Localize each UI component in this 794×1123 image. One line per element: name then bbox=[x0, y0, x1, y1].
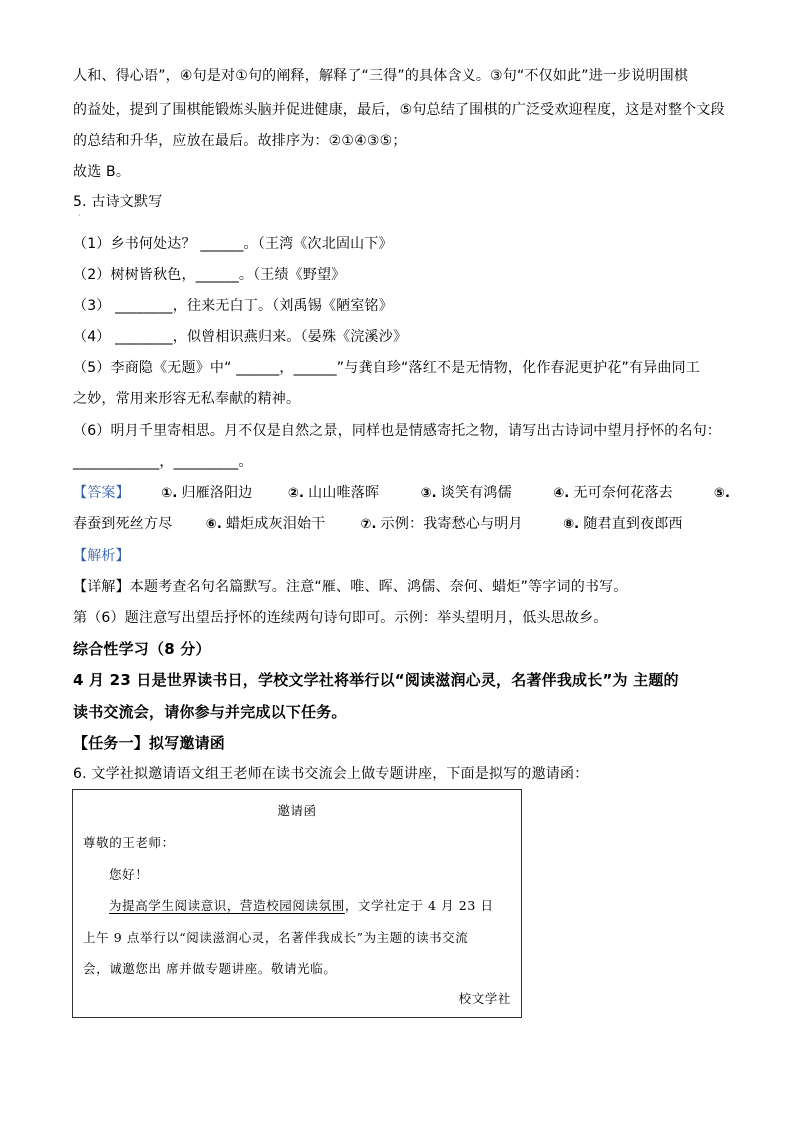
answer-item: ③. 谈笑有鸿儒 bbox=[420, 485, 512, 501]
answer-item: ⑧. 随君直到夜郎西 bbox=[562, 516, 683, 532]
answer-item: ①. 归雁洛阳边 bbox=[161, 485, 253, 501]
answer-row-2 bbox=[73, 514, 723, 535]
q5-item-2: （2）树树皆秋色，______。（王绩《野望》 bbox=[73, 267, 346, 283]
question-6: 6. 文学社拟邀请语文组王老师在读书交流会上做专题讲座，下面是拟写的邀请函： bbox=[73, 766, 589, 782]
question-5-title: 5. 古诗文默写 bbox=[73, 194, 163, 210]
section-heading: 综合性学习（8 分） bbox=[73, 640, 211, 658]
letter-body-line-3: 会，诚邀您出 席并做专题讲座。敬请光临。 bbox=[83, 961, 337, 976]
q5-item-6-line-1: （6）明月千里寄相思。月不仅是自然之景，同样也是情感寄托之物，请写出古诗词中望月抒怀的名句： bbox=[73, 423, 722, 439]
analysis-label: 【解析】 bbox=[73, 548, 130, 564]
letter-body-line-2: 上午 9 点举行以“阅读滋润心灵，名著伴我成长”为主题的读书交流 bbox=[83, 930, 469, 945]
letter-title: 邀请函 bbox=[277, 803, 317, 818]
analysis-line-2: 的益处，提到了围棋能锻炼头脑并促进健康，最后，⑤句总结了围棋的广泛受欢迎程度，这是对整个文段 bbox=[73, 102, 725, 118]
task-one-heading: 【任务一】拟写邀请函 bbox=[73, 734, 226, 752]
answer-item: 春蚕到死丝方尽 bbox=[73, 516, 173, 532]
letter-greeting: 您好！ bbox=[109, 867, 149, 882]
answer-item: ⑤. bbox=[713, 486, 731, 501]
answer-item: ⑦. 示例：我寄愁心与明月 bbox=[360, 516, 523, 532]
q6-note: 第（6）题注意写出望岳抒怀的连续两句诗句即可。示例：举头望明月，低头思故乡。 bbox=[73, 610, 608, 626]
q5-item-3: （3） ________，往来无白丁。（刘禹锡《陋室铭》 bbox=[73, 298, 393, 314]
analysis-line-3: 的总结和升华，应放在最后。故排序为：②①④③⑤； bbox=[73, 133, 407, 149]
letter-salutation: 尊敬的王老师： bbox=[83, 835, 175, 850]
answer-item: ④. 无可奈何花落去 bbox=[553, 485, 673, 501]
detail-explanation: 【详解】本题考查名句名篇默写。注意“雁、唯、晖、鸿儒、奈何、蜡炬”等字词的书写。 bbox=[73, 579, 628, 595]
answer-item: ②. 山山唯落晖 bbox=[287, 485, 380, 501]
q5-item-6-line-2: ____________，_________。 bbox=[73, 454, 253, 470]
answer-row-1 bbox=[73, 483, 731, 504]
letter-body-line-1: 为提高学生阅读意识，营造校园阅读氛围，文学社定于 4 月 23 日 bbox=[109, 898, 494, 913]
intro-line-1: 4 月 23 日是世界读书日，学校文学社将举行以“阅读滋润心灵，名著伴我成长”为 主题的 bbox=[73, 671, 679, 689]
q5-item-1: （1）乡书何处达？ ______。（王湾《次北固山下》 bbox=[73, 236, 393, 252]
answer-item: ⑥. 蜡炬成灰泪始干 bbox=[205, 516, 326, 532]
q5-item-4: （4） ________，似曾相识燕归来。（晏殊《浣溪沙》 bbox=[73, 329, 408, 345]
choice-line: 故选 B。 bbox=[73, 164, 131, 180]
analysis-line-1: 人和、得心语”，④句是对①句的阐释，解释了“三得”的具体含义。③句“不仅如此”进一步说明围棋 bbox=[73, 68, 689, 84]
intro-line-2: 读书交流会，请你参与并完成以下任务。 bbox=[73, 703, 347, 721]
letter-underlined-phrase: 为提高学生阅读意识，营造校园阅读氛围 bbox=[109, 898, 345, 913]
q5-item-5-line-1: （5）李商隐《无题》中“ ______，______”与龚自珍“落红不是无情物，化作春泥更护花”有异曲同工 bbox=[73, 360, 700, 376]
q5-item-5-line-2: 之妙，常用来形容无私奉献的精神。 bbox=[73, 391, 301, 407]
answer-label: 【答案】 bbox=[73, 485, 130, 501]
letter-signature: 校文学社 bbox=[458, 991, 511, 1006]
stray-dot: · bbox=[78, 211, 81, 220]
invitation-letter-box bbox=[72, 789, 522, 1018]
